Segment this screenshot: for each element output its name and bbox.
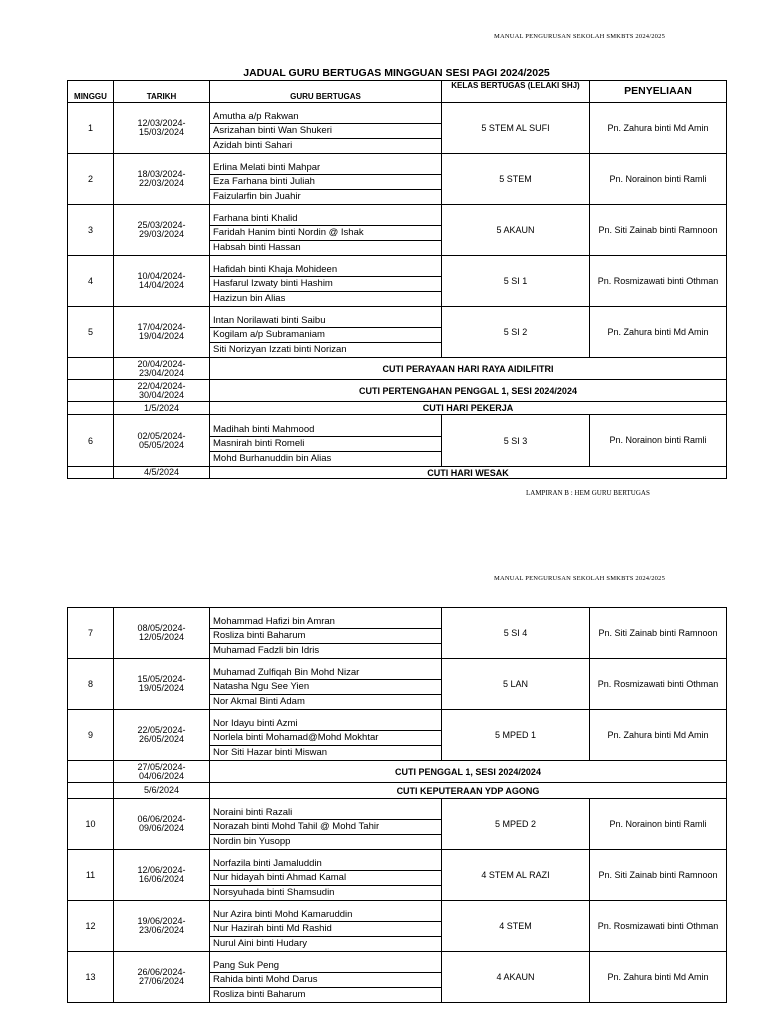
week-number: 1: [68, 103, 114, 154]
duty-class: 5 MPED 1: [442, 710, 590, 761]
week-number-empty: [68, 358, 114, 380]
teacher-list: [210, 256, 442, 307]
teacher-name: Norazah binti Mohd Tahil @ Mohd Tahir: [210, 820, 441, 835]
holiday-row: [68, 358, 727, 380]
teacher-list: [210, 799, 442, 850]
table-header-row: [68, 81, 727, 103]
duty-class: 5 SI 1: [442, 256, 590, 307]
week-number: 3: [68, 205, 114, 256]
supervisor: Pn. Norainon binti Ramli: [590, 799, 727, 850]
teacher-name: Eza Farhana binti Juliah: [210, 175, 441, 190]
duty-class: 4 STEM: [442, 901, 590, 952]
week-date: 02/05/2024- 05/05/2024: [114, 415, 210, 467]
holiday-row: [68, 783, 727, 799]
supervisor: Pn. Norainon binti Ramli: [590, 415, 727, 467]
teacher-name: Hazizun bin Alias: [213, 293, 286, 304]
page-header: MANUAL PENGURUSAN SEKOLAH SMKBTS 2024/2025: [494, 33, 666, 40]
column-header-kelas: KELAS BERTUGAS (LELAKI SHJ): [442, 81, 590, 103]
week-date: 15/05/2024- 19/05/2024: [114, 659, 210, 710]
teacher-name: Noraini binti Razali: [210, 799, 441, 820]
supervisor: Pn. Norainon binti Ramli: [590, 154, 727, 205]
teacher-name: Norfazila binti Jamaluddin: [210, 850, 441, 871]
week-number-empty: [68, 402, 114, 415]
column-header-penyeliaan: PENYELIAAN: [590, 81, 727, 103]
page-header-2: MANUAL PENGURUSAN SEKOLAH SMKBTS 2024/2025: [494, 575, 666, 582]
week-date: 12/06/2024- 16/06/2024: [114, 850, 210, 901]
supervisor: Pn. Siti Zainab binti Ramnoon: [590, 205, 727, 256]
week-number: 11: [68, 850, 114, 901]
duty-class: 5 AKAUN: [442, 205, 590, 256]
teacher-list: [210, 608, 442, 659]
week-row: [68, 103, 727, 154]
supervisor: Pn. Rosmizawati binti Othman: [590, 659, 727, 710]
duty-class: 5 LAN: [442, 659, 590, 710]
holiday-date: 22/04/2024- 30/04/2024: [114, 380, 210, 402]
week-row: [68, 608, 727, 659]
teacher-name: Azidah binti Sahari: [213, 140, 293, 151]
holiday-date: 5/6/2024: [114, 783, 210, 799]
teacher-name: Nordin bin Yusopp: [213, 836, 291, 847]
week-row: [68, 415, 727, 467]
teacher-list: [210, 154, 442, 205]
week-number-empty: [68, 467, 114, 479]
page-title: JADUAL GURU BERTUGAS MINGGUAN SESI PAGI 2024/2025: [243, 67, 550, 79]
duty-table-page1: [67, 80, 727, 479]
week-row: [68, 952, 727, 1003]
week-number: 13: [68, 952, 114, 1003]
teacher-name: Faridah Hanim binti Nordin @ Ishak: [210, 226, 441, 241]
teacher-name: Asrizahan binti Wan Shukeri: [210, 124, 441, 139]
teacher-name: Habsah binti Hassan: [213, 242, 301, 253]
holiday-date: 4/5/2024: [114, 467, 210, 479]
supervisor: Pn. Rosmizawati binti Othman: [590, 901, 727, 952]
column-header-minggu: MINGGU: [68, 81, 114, 103]
holiday-label: CUTI HARI PEKERJA: [210, 402, 727, 415]
duty-class: 4 STEM AL RAZI: [442, 850, 590, 901]
teacher-name: Nor Siti Hazar binti Miswan: [213, 747, 328, 758]
holiday-label: CUTI HARI WESAK: [210, 467, 727, 479]
teacher-name: Natasha Ngu See Yien: [210, 680, 441, 695]
week-date: 17/04/2024- 19/04/2024: [114, 307, 210, 358]
week-number: 9: [68, 710, 114, 761]
holiday-date: 20/04/2024- 23/04/2024: [114, 358, 210, 380]
teacher-name: Farhana binti Khalid: [210, 205, 441, 226]
week-date: 10/04/2024- 14/04/2024: [114, 256, 210, 307]
teacher-name: Mohd Burhanuddin bin Alias: [213, 453, 332, 464]
teacher-name: Norsyuhada binti Shamsudin: [213, 887, 335, 898]
supervisor: Pn. Zahura binti Md Amin: [590, 952, 727, 1003]
duty-class: 5 SI 2: [442, 307, 590, 358]
teacher-list: [210, 307, 442, 358]
supervisor: Pn. Rosmizawati binti Othman: [590, 256, 727, 307]
holiday-row: [68, 402, 727, 415]
week-number-empty: [68, 783, 114, 799]
teacher-name: Madihah binti Mahmood: [210, 415, 441, 437]
teacher-name: Nurul Aini binti Hudary: [213, 938, 307, 949]
duty-class: 4 AKAUN: [442, 952, 590, 1003]
teacher-list: [210, 710, 442, 761]
teacher-list: [210, 415, 442, 467]
duty-class: 5 SI 3: [442, 415, 590, 467]
column-header-guru: GURU BERTUGAS: [210, 81, 442, 103]
teacher-name: Rosliza binti Baharum: [213, 989, 306, 1000]
week-row: [68, 154, 727, 205]
supervisor: Pn. Zahura binti Md Amin: [590, 710, 727, 761]
teacher-name: Siti Norizyan Izzati binti Norizan: [213, 344, 347, 355]
teacher-name: Nor Akmal Binti Adam: [213, 696, 305, 707]
supervisor: Pn. Zahura binti Md Amin: [590, 103, 727, 154]
week-date: 06/06/2024- 09/06/2024: [114, 799, 210, 850]
duty-class: 5 STEM: [442, 154, 590, 205]
week-row: [68, 256, 727, 307]
supervisor: Pn. Zahura binti Md Amin: [590, 307, 727, 358]
teacher-name: Kogilam a/p Subramaniam: [210, 328, 441, 343]
week-date: 19/06/2024- 23/06/2024: [114, 901, 210, 952]
teacher-list: [210, 850, 442, 901]
week-number: 7: [68, 608, 114, 659]
holiday-label: CUTI PERAYAAN HARI RAYA AIDILFITRI: [210, 358, 727, 380]
teacher-name: Hasfarul Izwaty binti Hashim: [210, 277, 441, 292]
teacher-name: Nor Idayu binti Azmi: [210, 710, 441, 731]
holiday-row: [68, 467, 727, 479]
teacher-name: Faizularfin bin Juahir: [213, 191, 301, 202]
teacher-name: Rosliza binti Baharum: [210, 629, 441, 644]
duty-table-page2: [67, 607, 727, 1003]
week-row: [68, 799, 727, 850]
teacher-list: [210, 205, 442, 256]
column-header-tarikh: TARIKH: [114, 81, 210, 103]
supervisor: Pn. Siti Zainab binti Ramnoon: [590, 850, 727, 901]
week-date: 26/06/2024- 27/06/2024: [114, 952, 210, 1003]
holiday-label: CUTI KEPUTERAAN YDP AGONG: [210, 783, 727, 799]
week-number: 10: [68, 799, 114, 850]
week-number-empty: [68, 761, 114, 783]
week-number: 12: [68, 901, 114, 952]
week-number-empty: [68, 380, 114, 402]
page-footer: LAMPIRAN B : HEM GURU BERTUGAS: [526, 489, 650, 497]
week-number: 5: [68, 307, 114, 358]
week-row: [68, 901, 727, 952]
week-number: 2: [68, 154, 114, 205]
holiday-row: [68, 380, 727, 402]
week-row: [68, 205, 727, 256]
teacher-name: Erlina Melati binti Mahpar: [210, 154, 441, 175]
teacher-name: Nur hidayah binti Ahmad Kamal: [210, 871, 441, 886]
week-row: [68, 307, 727, 358]
teacher-name: Amutha a/p Rakwan: [210, 103, 441, 124]
duty-class: 5 STEM AL SUFI: [442, 103, 590, 154]
teacher-name: Intan Norilawati binti Saibu: [210, 307, 441, 328]
teacher-name: Hafidah binti Khaja Mohideen: [210, 256, 441, 277]
week-date: 25/03/2024- 29/03/2024: [114, 205, 210, 256]
teacher-list: [210, 103, 442, 154]
week-date: 12/03/2024- 15/03/2024: [114, 103, 210, 154]
holiday-date: 27/05/2024- 04/06/2024: [114, 761, 210, 783]
week-date: 18/03/2024- 22/03/2024: [114, 154, 210, 205]
week-number: 8: [68, 659, 114, 710]
teacher-name: Rahida binti Mohd Darus: [210, 973, 441, 988]
holiday-label: CUTI PERTENGAHAN PENGGAL 1, SESI 2024/2024: [210, 380, 727, 402]
teacher-list: [210, 659, 442, 710]
teacher-name: Muhamad Fadzli bin Idris: [213, 645, 320, 656]
teacher-name: Masnirah binti Romeli: [210, 437, 441, 452]
supervisor: Pn. Siti Zainab binti Ramnoon: [590, 608, 727, 659]
holiday-label: CUTI PENGGAL 1, SESI 2024/2024: [210, 761, 727, 783]
teacher-name: Pang Suk Peng: [210, 952, 441, 973]
week-date: 22/05/2024- 26/05/2024: [114, 710, 210, 761]
teacher-name: Nur Azira binti Mohd Kamaruddin: [210, 901, 441, 922]
duty-class: 5 SI 4: [442, 608, 590, 659]
teacher-name: Nur Hazirah binti Md Rashid: [210, 922, 441, 937]
teacher-name: Norlela binti Mohamad@Mohd Mokhtar: [210, 731, 441, 746]
teacher-name: Muhamad Zulfiqah Bin Mohd Nizar: [210, 659, 441, 680]
holiday-date: 1/5/2024: [114, 402, 210, 415]
holiday-row: [68, 761, 727, 783]
week-date: 08/05/2024- 12/05/2024: [114, 608, 210, 659]
teacher-name: Mohammad Hafizi bin Amran: [210, 608, 441, 629]
week-number: 6: [68, 415, 114, 467]
week-row: [68, 659, 727, 710]
week-row: [68, 850, 727, 901]
duty-class: 5 MPED 2: [442, 799, 590, 850]
teacher-list: [210, 952, 442, 1003]
week-row: [68, 710, 727, 761]
week-number: 4: [68, 256, 114, 307]
teacher-list: [210, 901, 442, 952]
